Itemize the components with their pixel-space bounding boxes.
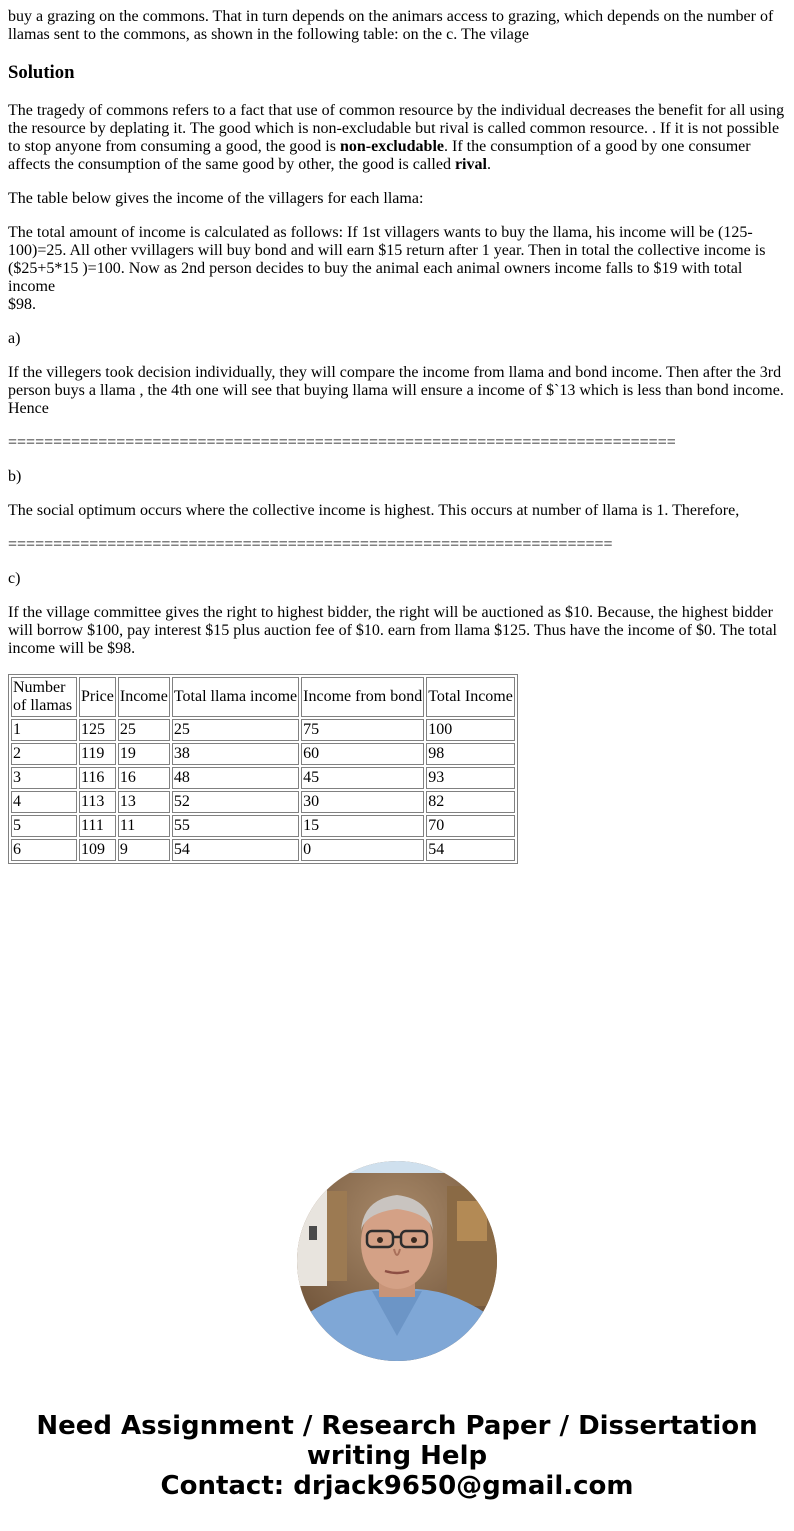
part-a-text: If the villegers took decision individually, they will compare the income from llama and bond income. Then after the 3rd person buys a llama , the 4th one will see that buying llama will ensure a income of $`13 which is less than bond income. Hence [8,364,784,417]
cell-income-from-bond: 15 [301,815,424,837]
part-a-label: a) [8,330,21,347]
table-row [11,815,515,837]
part-b-text: The social optimum occurs where the collective income is highest. This occurs at number of llama is 1. Therefore, [8,502,740,519]
table-row [11,767,515,789]
commons-text-b: . If the consumption of a good by one consumer affects the consumption of the same good by other, the good is called [8,138,751,173]
non-excludable-term: non-excludable [339,138,444,155]
cell-total-llama-income: 52 [172,791,299,813]
header-total-llama-income: Total llama income [172,677,299,717]
cell-income-from-bond: 0 [301,839,424,861]
cell-price: 111 [79,815,116,837]
author-avatar [297,1161,497,1361]
cell-total-llama-income: 54 [172,839,299,861]
commons-text-c: . [486,156,491,173]
cell-total-income: 82 [426,791,515,813]
cell-total-income: 70 [426,815,515,837]
table-intro-paragraph: The table below gives the income of the villagers for each llama: [8,190,424,207]
cell-income-from-bond: 60 [301,743,424,765]
part-b-label: b) [8,468,22,485]
part-c-label: c) [8,570,21,587]
cell-llamas: 6 [11,839,77,861]
document-body [0,8,794,864]
cell-income: 25 [118,719,170,741]
portrait-photo-icon [297,1161,497,1361]
solution-heading: Solution [8,62,75,83]
cell-income-from-bond: 45 [301,767,424,789]
part-a-rule: ========================================================================== [8,434,676,451]
cell-total-llama-income: 38 [172,743,299,765]
cell-income-from-bond: 75 [301,719,424,741]
cell-total-income: 100 [426,719,515,741]
cell-llamas: 1 [11,719,77,741]
header-number-of-llamas: Number of llamas [11,677,77,717]
cell-llamas: 2 [11,743,77,765]
calculation-paragraph [8,224,786,314]
cell-price: 109 [79,839,116,861]
table-row [11,743,515,765]
cell-total-income: 54 [426,839,515,861]
calculation-total: $98. [8,296,36,313]
footer-help-line: Need Assignment / Research Paper / Dissertation writing Help [36,1411,758,1471]
cell-price: 125 [79,719,116,741]
calculation-text: The total amount of income is calculated as follows: If 1st villagers wants to buy the llama, his income will be (125-100)=25. All other vvillagers will buy bond and will earn $15 return after 1 year. Then in total the collective income is ($25+5*15 )=100. Now as 2nd person decides to buy the animal each animal owners income falls to $19 with total income [8,224,766,295]
table-row [11,791,515,813]
cell-income: 11 [118,815,170,837]
cell-income: 9 [118,839,170,861]
cell-income: 19 [118,743,170,765]
cell-llamas: 3 [11,767,77,789]
header-income: Income [118,677,170,717]
cell-total-llama-income: 25 [172,719,299,741]
table-row [11,719,515,741]
cell-income: 13 [118,791,170,813]
header-total-income: Total Income [426,677,515,717]
intro-paragraph: buy a grazing on the commons. That in turn depends on the animars access to grazing, which depends on the number of llamas sent to the commons, as shown in the following table: on the c. The vilage [8,8,774,43]
rival-term: rival [454,156,487,173]
cell-income: 16 [118,767,170,789]
cell-llamas: 5 [11,815,77,837]
cell-total-llama-income: 55 [172,815,299,837]
commons-text-a: The tragedy of commons refers to a fact that use of common resource by the individual decreases the benefit for all using the resource by deplating it. The good which is non-excludable but rival is called common resource. . If it is not possible to stop anyone from consuming a good, the good is [8,102,785,155]
header-price: Price [79,677,116,717]
footer-promo [0,1411,794,1501]
header-income-from-bond: Income from bond [301,677,424,717]
table-header-row [11,677,515,717]
cell-price: 119 [79,743,116,765]
commons-paragraph [8,102,786,174]
cell-price: 116 [79,767,116,789]
part-b-rule: =================================================================== [8,536,613,553]
cell-income-from-bond: 30 [301,791,424,813]
cell-total-income: 93 [426,767,515,789]
cell-price: 113 [79,791,116,813]
cell-llamas: 4 [11,791,77,813]
table-row [11,839,515,861]
llama-income-table [8,674,518,864]
cell-total-income: 98 [426,743,515,765]
footer-contact-line: Contact: drjack9650@gmail.com [160,1471,634,1501]
cell-total-llama-income: 48 [172,767,299,789]
part-c-text: If the village committee gives the right to highest bidder, the right will be auctioned as $10. Because, the highest bidder will borrow $100, pay interest $15 plus auction fee of $10. earn from llama $125. Thus have the income of $0. The total income will be $98. [8,604,777,657]
